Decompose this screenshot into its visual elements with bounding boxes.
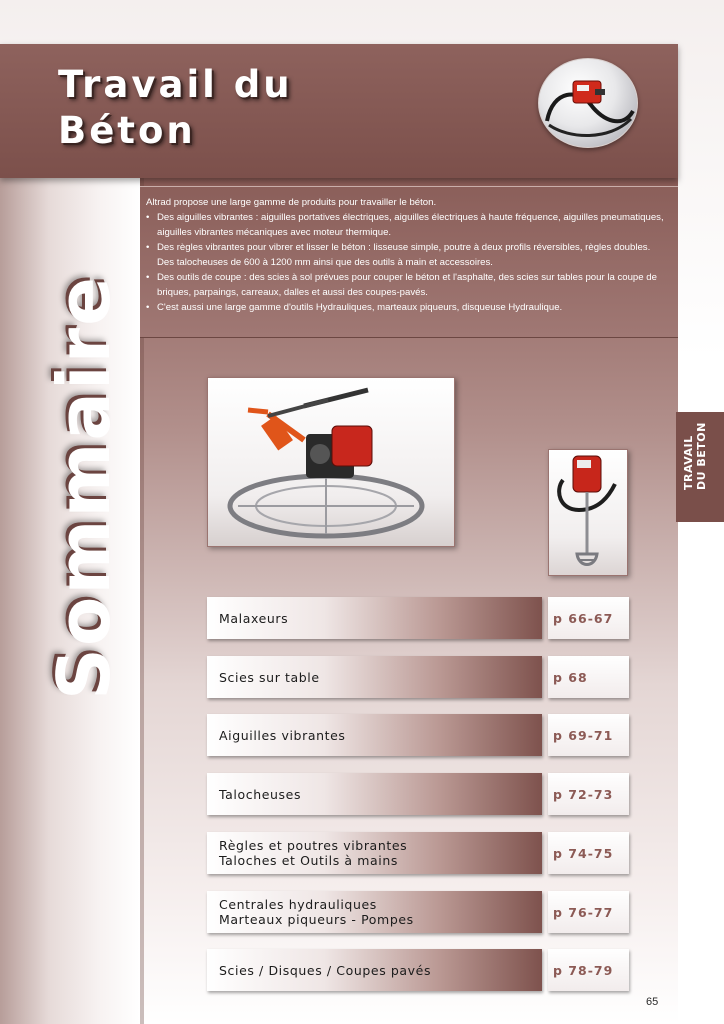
toc-entry-label[interactable] [207, 714, 542, 756]
toc-entry-line-1: Centrales hydrauliques [219, 897, 377, 912]
toc-entry-pages[interactable]: p 66-67 [548, 597, 629, 639]
toc-entry-label[interactable] [207, 656, 542, 698]
toc-entry-label[interactable] [207, 597, 542, 639]
toc-entry-line-2: Taloches et Outils à mains [219, 853, 398, 868]
toc-entry-pages[interactable]: p 74-75 [548, 832, 629, 874]
toc-entry-line-1: Scies / Disques / Coupes pavés [219, 962, 432, 978]
toc-entry-label[interactable] [207, 773, 542, 815]
toc-entry-pages[interactable]: p 72-73 [548, 773, 629, 815]
toc-entry-centrales-hydrauliques[interactable] [207, 891, 629, 933]
page-title-line-1: Travail du [58, 63, 293, 106]
toc-entry-regles-poutres[interactable] [207, 832, 629, 874]
intro-lead: Altrad propose une large gamme de produits pour travailler le béton. [146, 197, 437, 208]
intro-bullet: • C'est aussi une large gamme d'outils Hydrauliques, marteaux piqueurs, disqueuse Hydraulique. [146, 300, 668, 315]
toc-entry-label[interactable] [207, 832, 542, 874]
toc-entry-pages[interactable]: p 76-77 [548, 891, 629, 933]
toc-entry-line-1: Règles et poutres vibrantes [219, 838, 408, 853]
intro-bullet: • Des règles vibrantes pour vibrer et lisser le béton : lisseuse simple, poutre à deux profils réversibles, règles doubles. Des talocheuses de 600 à 1200 mm ainsi que des outils à main et accessoires. [146, 240, 668, 270]
toc-entry-pages[interactable]: p 78-79 [548, 949, 629, 991]
side-tab-line-1: TRAVAIL [682, 435, 695, 490]
side-tab-line-2: DU BETON [695, 422, 708, 490]
intro-text-box [140, 186, 678, 338]
toc-entry-line-1: Malaxeurs [219, 610, 289, 626]
toc-entry-line-1: Aiguilles vibrantes [219, 727, 346, 743]
toc-entry-pages[interactable]: p 69-71 [548, 714, 629, 756]
toc-entry-scies-disques[interactable] [207, 949, 629, 991]
toc-entry-pages[interactable]: p 68 [548, 656, 629, 698]
page-title [58, 62, 418, 154]
toc-entry-label[interactable] [207, 891, 542, 933]
intro-bullet: • Des outils de coupe : des scies à sol prévues pour couper le béton et l'asphalte, des scies sur tables pour la coupe de briques, parpaings, carreaux, dalles et aussi des coupes-pavés. [146, 270, 668, 300]
toc-entry-line-1: Talocheuses [219, 786, 302, 802]
toc-entry-line-1: Scies sur table [219, 669, 320, 685]
section-side-tab-label [682, 422, 708, 490]
power-trowel-photo [207, 377, 455, 547]
page-title-line-2: Béton [58, 109, 196, 152]
toc-entry-label[interactable] [207, 949, 542, 991]
toc-entry-talocheuses[interactable] [207, 773, 629, 815]
mixer-drill-photo [548, 449, 628, 576]
intro-bullet: • Des aiguilles vibrantes : aiguilles portatives électriques, aiguilles électriques à haute fréquence, aiguilles pneumatiques, aiguilles vibrantes mécaniques avec moteur thermique. [146, 210, 668, 240]
toc-entry-aiguilles-vibrantes[interactable] [207, 714, 629, 756]
toc-entry-malaxeurs[interactable] [207, 597, 629, 639]
page-number: 65 [646, 996, 659, 1008]
vibrator-photo [538, 58, 638, 148]
toc-entry-scies-sur-table[interactable] [207, 656, 629, 698]
sommaire-vertical-title: Sommaire [42, 275, 126, 700]
toc-entry-line-2: Marteaux piqueurs - Pompes [219, 912, 414, 927]
